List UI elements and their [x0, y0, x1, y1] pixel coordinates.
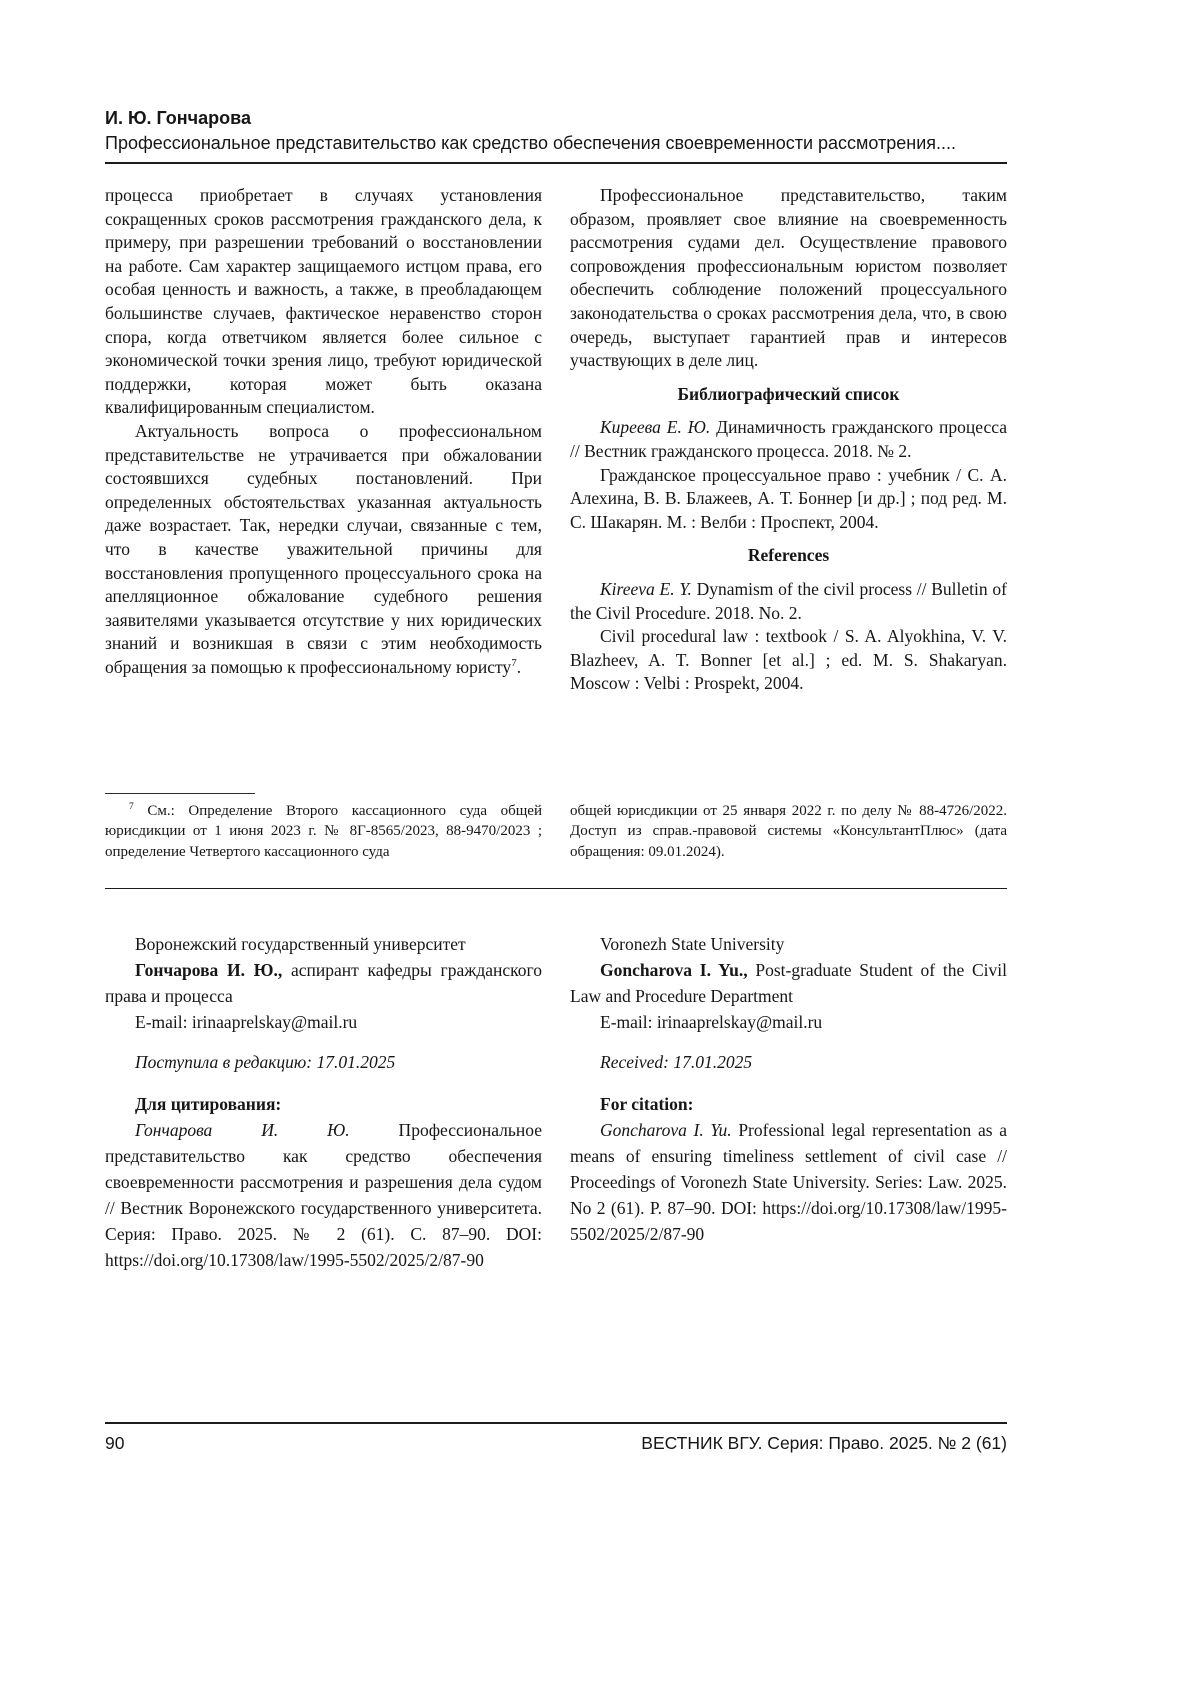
bibliography-item-text: Динамичность гражданского процесса // Вестник гражданского процесса. 2018. № 2.: [570, 417, 1007, 461]
right-column: [570, 184, 1007, 862]
author-position: аспирант кафедры гражданского права и процесса: [105, 960, 542, 1006]
author-name-position: [570, 957, 1007, 1009]
footnote-text-right: общей юрисдикции от 25 января 2022 г. по делу № 88-4726/2022. Доступ из справ.-правовой системы «КонсультантПлюс» (дата обращения: 09.01.2024).: [570, 802, 1007, 860]
author-name: Goncharova I. Yu.,: [600, 960, 748, 980]
author-position: Post-graduate Student of the Civil Law and Procedure Department: [570, 960, 1007, 1006]
citation-author: Goncharova I. Yu.: [600, 1120, 732, 1140]
page-footer: [105, 1422, 1007, 1455]
affiliation: Воронежский государственный университет: [135, 934, 466, 954]
received-date: Поступила в редакцию: 17.01.2025: [135, 1052, 396, 1072]
author-email: E-mail: irinaaprelskay@mail.ru: [135, 1012, 358, 1032]
bibliography-item-author: Киреева Е. Ю.: [600, 417, 711, 438]
citation-body: Профессиональное представительство как средство обеспечения своевременности рассмотрения и разрешения дела судом // Вестник Воронежского государственного университета. Серия: Право. 2025. № 2 (61). С. 87–90. DOI: https://doi.org/10.17308/law/1995-5502/2025/2/87-90: [105, 1120, 542, 1270]
author-name: Гончарова И. Ю.,: [135, 960, 283, 980]
footnote-ref: 7: [511, 657, 517, 670]
references-heading: References: [747, 545, 830, 566]
footnote-text-left: [105, 801, 542, 863]
citation-text: [105, 1117, 542, 1273]
article-body: [105, 184, 1007, 862]
affiliation: Voronezh State University: [600, 934, 785, 954]
author-name-position: [105, 957, 542, 1009]
left-column: [105, 184, 542, 862]
section-divider: [105, 888, 1007, 889]
body-paragraph-text: .: [516, 656, 522, 677]
footnote-left: [105, 793, 542, 863]
citation-heading: Для цитирования:: [135, 1094, 282, 1114]
author-block-ru: [105, 931, 542, 1273]
bibliography-item: [570, 416, 1007, 463]
body-paragraph: Профессиональное представительство, таким образом, проявляет свое влияние на своевременность рассмотрения судами дел. Осуществление правового сопровождения профессиональным юристом позволяет обеспечить соблюдение положений процессуального законодательства о сроках рассмотрения дела, что, в свою очередь, выступает гарантией прав и интересов участвующих в деле лиц.: [570, 185, 1007, 371]
running-head-title: Профессиональное представительство как средство обеспечения своевременности рассмотрения....: [105, 133, 957, 153]
author-email: E-mail: irinaaprelskay@mail.ru: [600, 1012, 823, 1032]
reference-item-text: Dynamism of the civil process // Bulletin of the Civil Procedure. 2018. No. 2.: [570, 578, 1007, 623]
author-block-en: [570, 931, 1007, 1273]
footer-row: [105, 1424, 1007, 1455]
journal-title: ВЕСТНИК ВГУ. Серия: Право. 2025. № 2 (61): [641, 1433, 1007, 1453]
footnote-separator: [105, 793, 255, 794]
reference-item: Civil procedural law : textbook / S. A. Alyokhina, V. V. Blazheev, A. T. Bonner [et al.] ; ed. M. S. Shakaryan. Moscow : Velbi : Prospekt, 2004.: [570, 626, 1007, 694]
footnote-text: См.: Определение Второго кассационного суда общей юрисдикции от 1 июня 2023 г. № 8Г-8565/2023, 88-9470/2023 ; определение Четвертого кассационного суда: [105, 802, 542, 860]
author-info-section: [105, 931, 1007, 1273]
running-head-author: И. Ю. Гончарова: [105, 108, 251, 128]
bibliography-heading: Библиографический список: [677, 383, 900, 404]
footnote-ref: 7: [129, 801, 134, 812]
body-paragraph: [105, 420, 542, 680]
body-paragraph-text: Актуальность вопроса о профессиональном представительстве не утрачивается при обжаловании состоявшихся судебных постановлений. При определенных обстоятельствах указанная актуальность даже возрастает. Так, нередки случаи, связанные с тем, что в качестве уважительной причины для восстановления пропущенного процессуального срока на апелляционное обжалование судебного решения заявителями указывается отсутствие у них юридических знаний и возникшая в связи с этим необходимость обращения за помощью к профессиональному юристу: [105, 420, 542, 677]
footnote-right: [570, 801, 1007, 863]
running-head: [105, 106, 1007, 164]
citation-text: [570, 1117, 1007, 1247]
reference-item-author: Kireeva E. Y.: [600, 578, 692, 599]
citation-heading: For citation:: [600, 1094, 694, 1114]
bibliography-item: Гражданское процессуальное право : учебник / С. А. Алехина, В. В. Блажеев, А. Т. Боннер [и др.] ; под ред. М. С. Шакарян. М. : Велби : Проспект, 2004.: [570, 464, 1007, 532]
page-number: 90: [105, 1433, 125, 1453]
reference-item: [570, 578, 1007, 625]
received-date: Received: 17.01.2025: [600, 1052, 753, 1072]
citation-body: Professional legal representation as a means of ensuring timeliness settlement of civil case // Proceedings of Voronezh State University. Series: Law. 2025. No 2 (61). P. 87–90. DOI: https://doi.org/10.17308/law/1995-5502/2025/2/87-90: [570, 1120, 1007, 1244]
body-paragraph: процесса приобретает в случаях установления сокращенных сроков рассмотрения гражданского дела, к примеру, при разрешении требований о восстановлении на работе. Сам характер защищаемого истцом права, его особая ценность и важность, а также, в преобладающем большинстве случаев, фактическое неравенство сторон спора, когда ответчиком является более сильное с экономической точки зрения лицо, требуют юридической поддержки, которая может быть оказана квалифицированным специалистом.: [105, 185, 542, 418]
citation-author: Гончарова И. Ю.: [135, 1120, 350, 1140]
header-rule: [105, 162, 1007, 164]
